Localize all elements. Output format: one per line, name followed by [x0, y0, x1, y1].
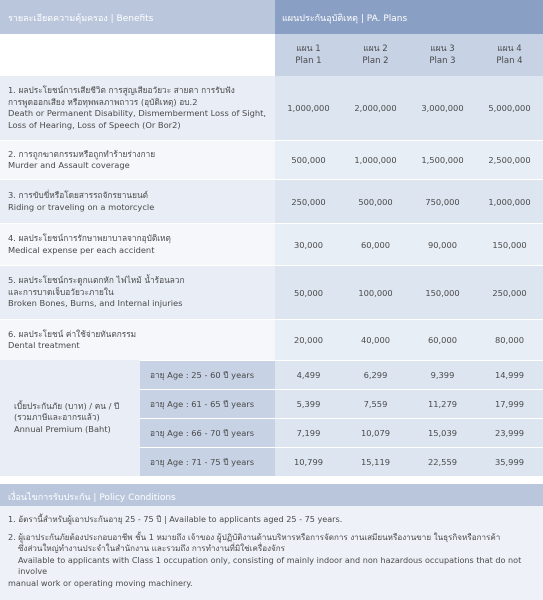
plan-th-label: แผน 2	[363, 44, 388, 54]
plan-2-value: 1,000,000	[342, 141, 409, 179]
plan-2-premium: 7,559	[342, 390, 409, 418]
plan-1-premium: 10,799	[275, 448, 342, 476]
condition-line-en: manual work or operating moving machinery.	[8, 577, 193, 588]
benefit-row-4	[0, 223, 543, 265]
plan-4-value: 1,000,000	[476, 180, 543, 223]
premium-line: (รวมภาษีและอากรแล้ว)	[14, 412, 100, 423]
plan-4-header	[476, 34, 543, 76]
plan-3-value: 3,000,000	[409, 76, 476, 140]
benefit-line: 5. ผลประโยชน์กระดูกแตกหัก ไฟไหม้ น้ำร้อนลวก	[8, 275, 185, 286]
plan-3-premium: 15,039	[409, 419, 476, 447]
age-band: อายุ Age : 71 - 75 ปี years	[140, 448, 275, 476]
premium-row	[140, 361, 543, 389]
plan-4-value: 150,000	[476, 224, 543, 265]
condition-line: 2. ผู้เอาประกันภัยต้องประกอบอาชีพ ชั้น 1 หมายถึง เจ้าของ ผู้ปฏิบัติงานด้านบริหารหรือการจัดการ งานเสมียนหรืองานขาย ในธุรกิจหรือการค้า	[8, 531, 501, 542]
plan-th-label: แผน 3	[430, 44, 455, 54]
premium-row	[140, 419, 543, 447]
benefits-heading: รายละเอียดความคุ้มครอง | Benefits	[0, 0, 275, 34]
plan-2-value: 40,000	[342, 320, 409, 360]
plan-4-premium: 17,999	[476, 390, 543, 418]
benefit-description	[0, 224, 275, 265]
benefit-line: Death or Permanent Disability, Dismemberment Loss of Sight,	[8, 108, 267, 118]
plan-en-label: Plan 1	[295, 56, 322, 66]
benefit-line: Loss of Hearing, Loss of Speech (Or Bor2)	[8, 119, 181, 130]
benefit-line: 1. ผลประโยชน์การเสียชีวิต การสูญเสียอวัยวะ สายตา การรับฟัง	[8, 85, 235, 95]
premium-line: เบี้ยประกันภัย (บาท) / คน / ปี	[14, 400, 120, 411]
plan-1-value: 250,000	[275, 180, 342, 223]
plan-3-premium: 22,559	[409, 448, 476, 476]
plan-en-label: Plan 2	[362, 56, 389, 66]
benefit-row-1	[0, 76, 543, 140]
plan-en-label: Plan 3	[429, 56, 456, 66]
plan-2-value: 500,000	[342, 180, 409, 223]
age-band: อายุ Age : 25 - 60 ปี years	[140, 361, 275, 389]
plan-4-value: 80,000	[476, 320, 543, 360]
age-band: อายุ Age : 61 - 65 ปี years	[140, 390, 275, 418]
premium-row	[140, 448, 543, 476]
benefit-line: และการบาดเจ็บอวัยวะภายใน	[8, 286, 114, 297]
plan-1-value: 50,000	[275, 266, 342, 319]
benefit-row-6	[0, 319, 543, 360]
plan-4-premium: 14,999	[476, 361, 543, 389]
benefit-line: 3. การขับขี่หรือโดยสารรถจักรยานยนต์	[8, 190, 149, 200]
premium-row	[140, 390, 543, 418]
plan-2-value: 60,000	[342, 224, 409, 265]
plan-3-value: 1,500,000	[409, 141, 476, 179]
plans-heading: แผนประกันอุบัติเหตุ | PA. Plans	[275, 0, 543, 34]
benefit-description	[0, 320, 275, 360]
benefit-description	[0, 180, 275, 223]
plan-header-row	[0, 34, 543, 76]
benefit-row-2	[0, 140, 543, 179]
blank-cell	[0, 34, 275, 76]
benefit-line: Medical expense per each accident	[8, 244, 155, 255]
benefit-line: Murder and Assault coverage	[8, 160, 130, 170]
plan-th-label: แผน 4	[497, 44, 522, 54]
benefit-line: Broken Bones, Burns, and Internal injuries	[8, 298, 183, 309]
plan-1-value: 20,000	[275, 320, 342, 360]
plan-4-value: 2,500,000	[476, 141, 543, 179]
benefit-line: Riding or traveling on a motorcycle	[8, 201, 155, 212]
condition-item-1: 1. อัตรานี้สำหรับผู้เอาประกันอายุ 25 - 75 ปี | Available to applicants aged 25 - 75 years.	[8, 514, 343, 524]
plan-1-premium: 7,199	[275, 419, 342, 447]
table-header	[0, 0, 543, 34]
benefit-line: การพูดออกเสียง หรือทุพพลภาพถาวร (อุบัติเหตุ) อบ.2	[8, 96, 198, 107]
plan-en-label: Plan 4	[496, 56, 523, 66]
plan-4-premium: 35,999	[476, 448, 543, 476]
benefit-line: 6. ผลประโยชน์ ค่าใช้จ่ายทันตกรรม	[8, 328, 137, 339]
condition-item-2	[8, 532, 535, 590]
plan-1-premium: 4,499	[275, 361, 342, 389]
plan-3-value: 150,000	[409, 266, 476, 319]
plan-2-premium: 10,079	[342, 419, 409, 447]
plan-1-value: 500,000	[275, 141, 342, 179]
benefit-description	[0, 141, 275, 179]
plan-1-header	[275, 34, 342, 76]
plan-3-header	[409, 34, 476, 76]
benefit-line: Dental treatment	[8, 340, 80, 350]
plan-4-premium: 23,999	[476, 419, 543, 447]
plan-4-value: 5,000,000	[476, 76, 543, 140]
benefit-row-3	[0, 179, 543, 223]
plan-3-value: 750,000	[409, 180, 476, 223]
plan-2-header	[342, 34, 409, 76]
plan-3-premium: 11,279	[409, 390, 476, 418]
conditions-heading: เงื่อนไขการรับประกัน | Policy Conditions	[0, 484, 543, 506]
benefit-line: 4. ผลประโยชน์การรักษาพยาบาลจากอุบัติเหตุ	[8, 233, 171, 243]
plan-3-value: 90,000	[409, 224, 476, 265]
plan-3-value: 60,000	[409, 320, 476, 360]
benefit-line: 2. การถูกฆาตกรรมหรือถูกทำร้ายร่างกาย	[8, 148, 156, 159]
premium-line: Annual Premium (Baht)	[14, 423, 111, 434]
benefit-description	[0, 76, 275, 140]
plan-1-value: 1,000,000	[275, 76, 342, 140]
plan-2-value: 100,000	[342, 266, 409, 319]
plan-2-value: 2,000,000	[342, 76, 409, 140]
plan-th-label: แผน 1	[296, 44, 321, 54]
plan-2-premium: 6,299	[342, 361, 409, 389]
age-band: อายุ Age : 66 - 70 ปี years	[140, 419, 275, 447]
conditions-body	[0, 506, 543, 600]
plan-1-value: 30,000	[275, 224, 342, 265]
condition-line-en: Available to applicants with Class 1 occupation only, consisting of mainly indoor and non hazardous occupations that do not involve	[18, 554, 522, 576]
plan-2-premium: 15,119	[342, 448, 409, 476]
plan-4-value: 250,000	[476, 266, 543, 319]
condition-line: ซึ่งส่วนใหญ่ทำงานประจำในสำนักงาน และรวมถึง การทำงานที่มิใช่เครื่องจักร	[18, 543, 286, 553]
plan-3-premium: 9,399	[409, 361, 476, 389]
benefit-description	[0, 266, 275, 319]
plan-1-premium: 5,399	[275, 390, 342, 418]
premium-label	[0, 360, 140, 476]
benefit-row-5	[0, 265, 543, 319]
